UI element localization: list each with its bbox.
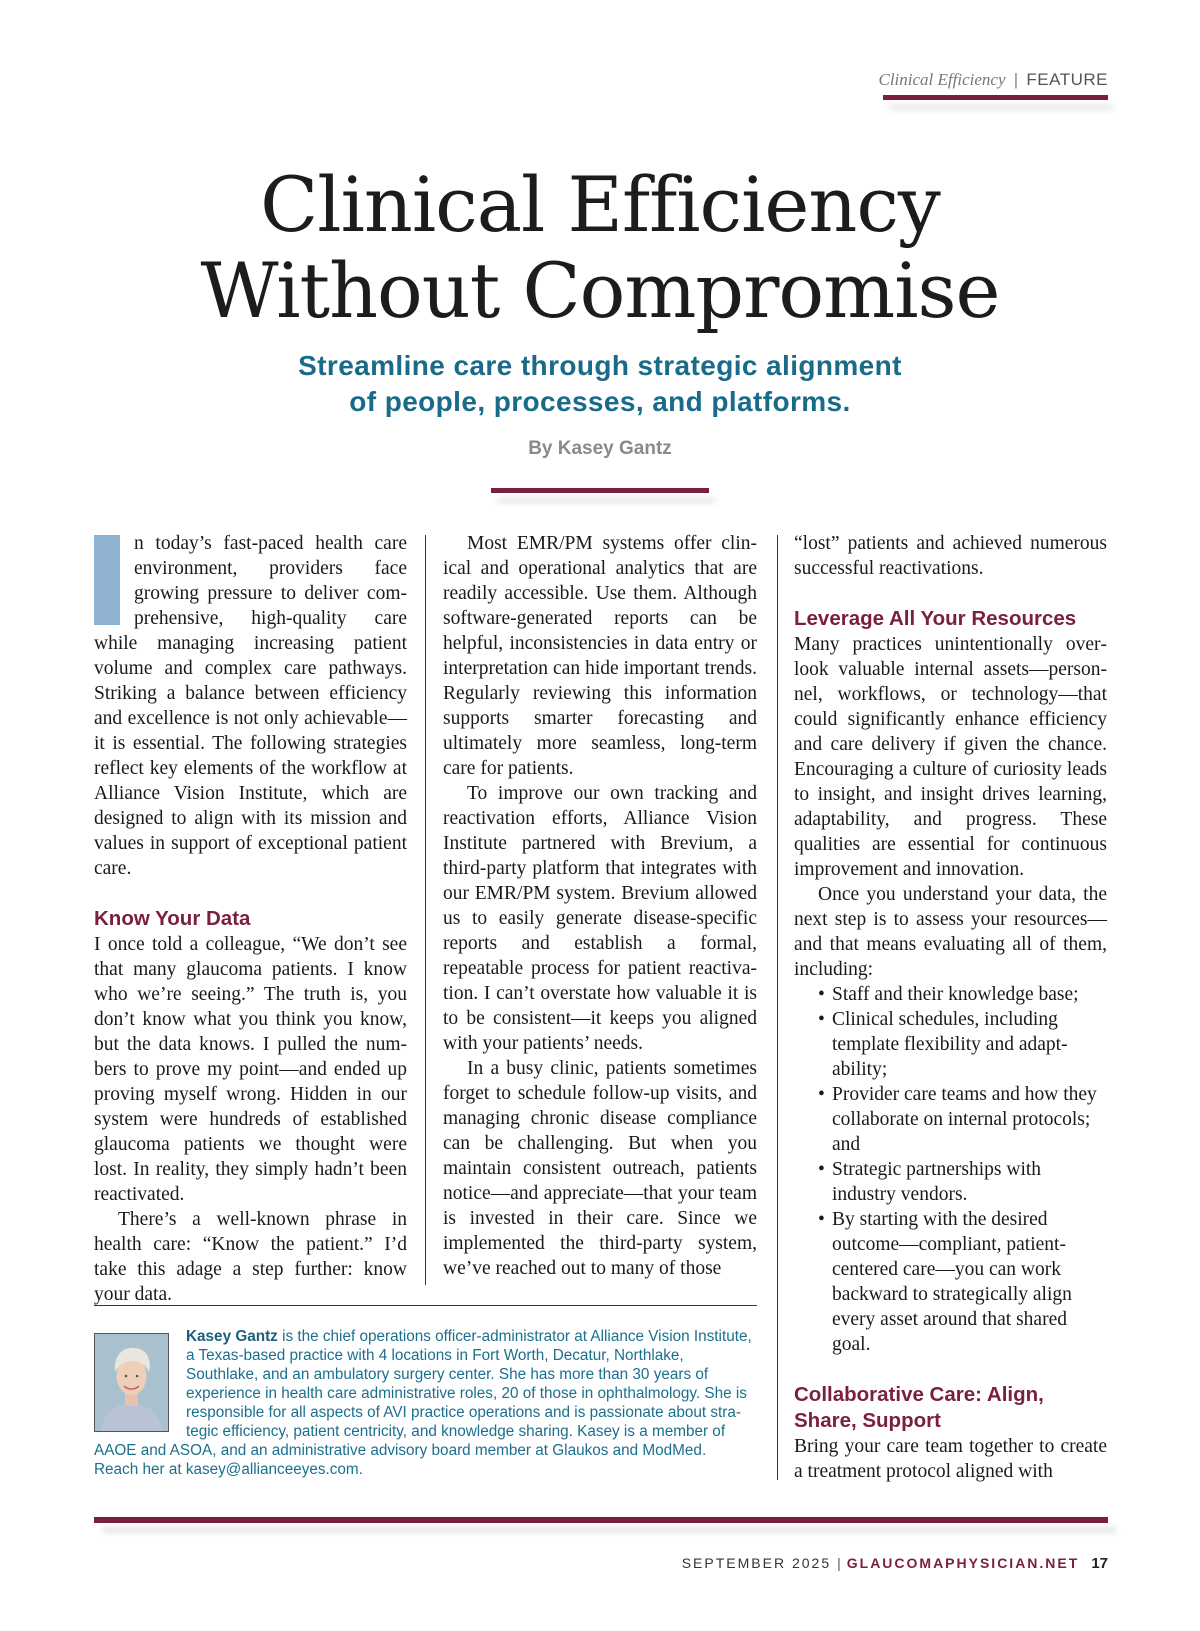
author-bio xyxy=(94,1327,754,1479)
article-title xyxy=(0,162,1200,334)
subtitle-line-2: of people, processes, and platforms. xyxy=(349,386,851,417)
article-subtitle xyxy=(0,348,1200,420)
footer-separator: | xyxy=(837,1555,841,1571)
byline: By Kasey Gantz xyxy=(528,438,672,459)
intro-paragraph xyxy=(94,531,407,881)
footer-bar xyxy=(94,1517,1108,1523)
list-item: • By starting with the desired outcome—compliant, patient-centered care—you can work backward to strategically align every asset around that shared goal. xyxy=(818,1207,1107,1357)
paragraph: To improve our own tracking and reactivation efforts, Alliance Vision Institute partnered with Brevium, a third-party platform that integrates with our EMR/PM system. Brevium allowed us to easily generate disease-specific reports and establish a formal, repeatable process for patient reactivation. I can’t overstate how valuable it is to be consistent—it keeps you aligned with your patients’ needs. xyxy=(443,783,757,1054)
resource-list xyxy=(794,982,1107,1357)
paragraph: Once you understand your data, the next step is to assess your resources—and that means evaluating all of them, including: xyxy=(794,884,1107,980)
paragraph: Most EMR/PM systems offer clinical and operational analytics that are readily accessible. Use them. Although software-generated reports can be helpful, inconsistencies in data entry or interpretation can hide important trends. Regularly reviewing this information supports smarter forecasting and ultimately more seamless, long-term care for patients. xyxy=(443,533,757,779)
paragraph: I once told a colleague, “We don’t see that many glaucoma patients. I know who we’re seeing.” The truth is, you don’t know what you think you know, but the data knows. I pulled the numbers to prove my point—and ended up proving myself wrong. Hidden in our system were hundreds of established glaucoma patients we thought were lost. In reality, they simply hadn’t been reactivated. xyxy=(94,934,407,1205)
column-2 xyxy=(443,531,757,1281)
title-line-2: Without Compromise xyxy=(200,246,1000,335)
drop-cap-block xyxy=(94,535,120,625)
bio-divider xyxy=(94,1305,757,1306)
paragraph: Many practices unintentionally overlook valuable internal assets—personnel, workflows, or technology—that could significantly enhance efficiency and care delivery if given the chance. Encouraging a culture of curiosity leads to insight, and insight drives learning, adaptability, and progress. These qualities are essential for continuous improvement and innovation. xyxy=(794,634,1107,880)
site-link[interactable]: GLAUCOMAPHYSICIAN.NET xyxy=(846,1555,1080,1571)
list-item: • Provider care teams and how they collaborate on internal protocols; and xyxy=(818,1082,1107,1157)
heading-leverage-resources: Leverage All Your Resources xyxy=(794,607,1077,630)
paragraph: “lost” patients and achieved numerous successful reactivations. xyxy=(794,533,1107,579)
paragraph: In a busy clinic, patients sometimes forget to schedule follow-up visits, and managing chronic disease compliance can be challenging. But when you maintain consistent outreach, patients notice—and appreciate—that your team is invested in their care. Since we implemented the third-party system, we’ve reached out to many of those xyxy=(443,1058,757,1279)
section-tag-bar xyxy=(883,95,1108,100)
paragraph: There’s a well-known phrase in health care: “Know the patient.” I’d take this adage a step further: know your data. xyxy=(94,1209,407,1305)
column-divider xyxy=(777,535,778,1480)
title-line-1: Clinical Efficiency xyxy=(260,160,940,249)
list-item: • Strategic partnerships with industry vendors. xyxy=(818,1157,1107,1207)
page-footer xyxy=(682,1555,1108,1572)
column-1 xyxy=(94,531,407,1307)
intro-text: n today’s fast-paced health care environment, providers face growing pressure to deliver comprehensive, high-quality care while managing increasing patient volume and complex care pathways. Striking a balance between efficiency and excellence is not only achievable—it is essential. The following strategies reflect key elements of the workflow at Alliance Vision Institute, which are designed to align with its mission and values in support of exceptional patient care. xyxy=(94,533,407,879)
issue-date: SEPTEMBER 2025 xyxy=(681,1555,832,1571)
author-portrait-icon xyxy=(95,1334,168,1431)
subtitle-line-1: Streamline care through strategic alignment xyxy=(298,350,902,381)
paragraph: Bring your care team together to create a treatment protocol aligned with xyxy=(794,1436,1107,1482)
author-photo xyxy=(94,1333,169,1432)
author-name: Kasey Gantz xyxy=(186,1328,278,1345)
byline-bar xyxy=(491,488,709,493)
column-divider xyxy=(425,535,426,1285)
section-tag-label: FEATURE xyxy=(1026,70,1108,89)
column-3 xyxy=(794,531,1107,1484)
list-item: • Clinical schedules, including template flexibility and adaptability; xyxy=(818,1007,1107,1082)
heading-know-your-data: Know Your Data xyxy=(94,907,251,930)
page-number: 17 xyxy=(1091,1555,1108,1572)
section-tag xyxy=(879,70,1109,90)
bio-text: is the chief operations officer-administrator at Alliance Vision Institute, a Texas-based practice with 4 locations in Fort Worth, Decatur, Northlake, Southlake, and an ambulatory surgery center. She has more than 30 years of experience in health care administrative roles, 20 of those in ophthalmology. She is responsible for all aspects of AVI practice operations and is passionate about strategic efficiency, patient centricity, and knowledge sharing. Kasey is a member of AAOE and ASOA, and an administrative advisory board member at Glaukos and ModMed. Reach her at kasey@allianceeyes.com. xyxy=(94,1328,752,1478)
section-tag-italic: Clinical Efficiency xyxy=(878,70,1006,89)
heading-collaborative-care: Collaborative Care: Align, Share, Support xyxy=(794,1383,1044,1432)
section-tag-separator: | xyxy=(1013,70,1019,89)
list-item: • Staff and their knowledge base; xyxy=(818,982,1107,1007)
